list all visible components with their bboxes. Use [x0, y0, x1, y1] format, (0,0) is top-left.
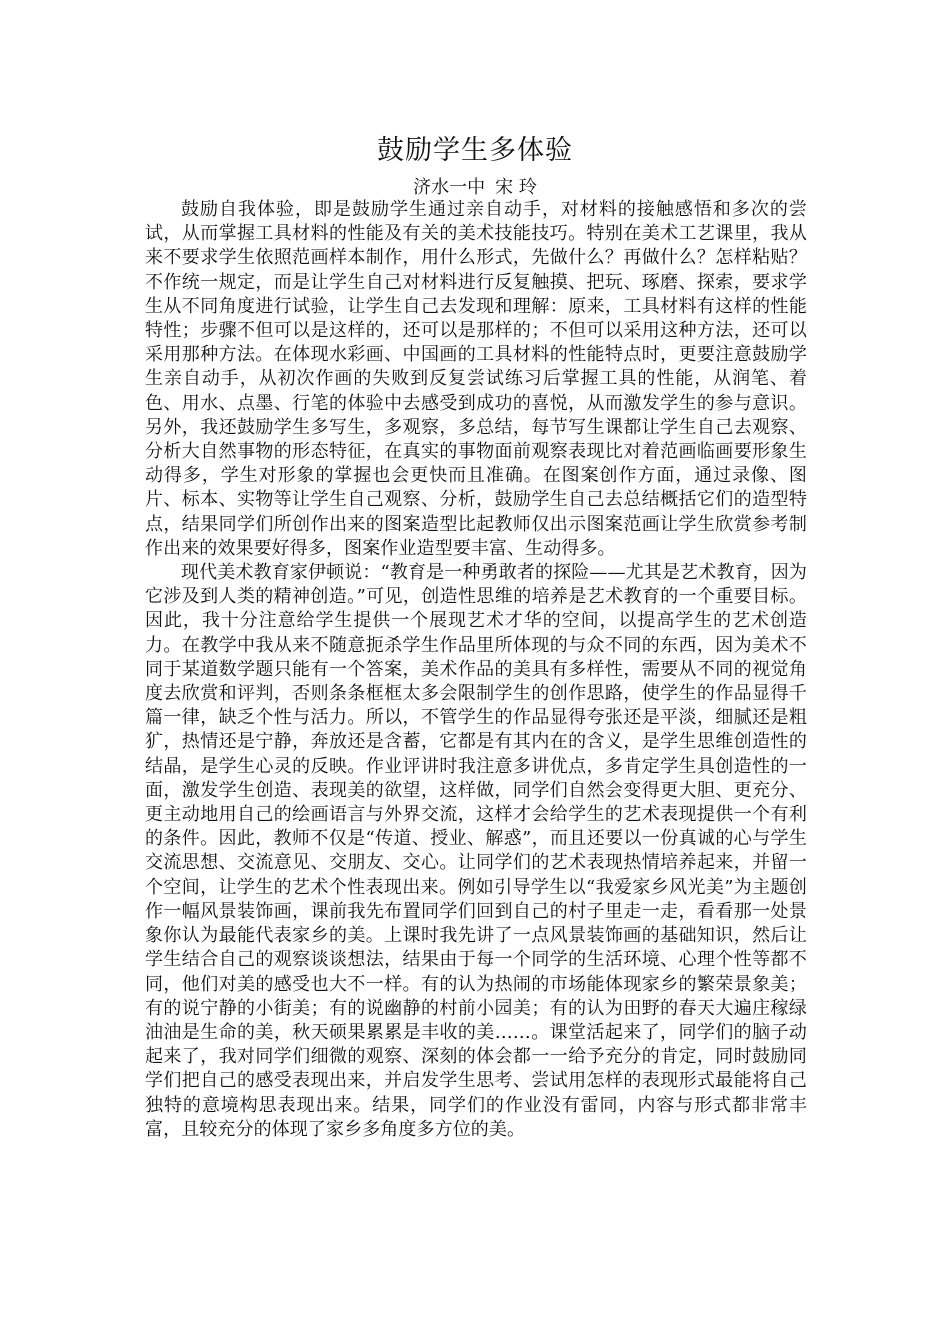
- author-line: [145, 176, 805, 200]
- document-title: 鼓励学生多体验: [377, 135, 573, 166]
- author-school: 济水一中: [413, 177, 486, 198]
- author-name: 宋 玲: [495, 177, 537, 198]
- paragraph-2: 现代美术教育家伊顿说：“教育是一种勇敢者的探险——尤其是艺术教育，因为它涉及到人类的精神创造。”可见，创造性思维的培养是艺术教育的一个重要目标。因此，我十分注意给学生提供一个展现艺术才华的空间，以提高学生的艺术创造力。在教学中我从来不随意扼杀学生作品里所体现的与众不同的东西，因为美术不同于某道数学题只能有一个答案，美术作品的美具有多样性，需要从不同的视觉角度去欣赏和评判，否则条条框框太多会限制学生的创作思路，使学生的作品显得千篇一律，缺乏个性与活力。所以，不管学生的作品显得夸张还是平淡，细腻还是粗犷，热情还是宁静，奔放还是含蓄，它都是有其内在的含义，是学生思维创造性的结晶，是学生心灵的反映。作业评讲时我注意多讲优点，多肯定学生具创造性的一面，激发学生创造、表现美的欲望，这样做，同学们自然会变得更大胆、更充分、更主动地用自己的绘画语言与外界交流，这样才会给学生的艺术表现提供一个有利的条件。因此，教师不仅是“传道、授业、解惑”，而且还要以一份真诚的心与学生交流思想、交流意见、交朋友、交心。让同学们的艺术表现热情培养起来，并留一个空间，让学生的艺术个性表现出来。例如引导学生以“我爱家乡风光美”为主题创作一幅风景装饰画，课前我先布置同学们回到自己的村子里走一走，看看那一处景象你认为最能代表家乡的美。上课时我先讲了一点风景装饰画的基础知识，然后让学生结合自己的观察谈谈想法，结果由于每一个同学的生活环境、心理个性等都不同，他们对美的感受也大不一样。有的认为热闹的市场能体现家乡的繁荣景象美；有的说宁静的小街美；有的说幽静的村前小园美；有的认为田野的春天大遍庄稼绿油油是生命的美，秋天硕果累累是丰收的美……。课堂活起来了，同学们的脑子动起来了，我对同学们细微的观察、深刻的体会都一一给予充分的肯定，同时鼓励同学们把自己的感受表现出来，并启发学生思考、尝试用怎样的表现形式最能将自己独特的意境构思表现出来。结果，同学们的作业没有雷同，内容与形式都非常丰富，且较充分的体现了家乡多角度多方位的美。: [145, 562, 807, 1140]
- paragraph-1: 鼓励自我体验，即是鼓励学生通过亲自动手，对材料的接触感悟和多次的尝试，从而掌握工具材料的性能及有关的美术技能技巧。特别在美术工艺课里，我从来不要求学生依照范画样本制作，用什么形式，先做什么？再做什么？怎样粘贴？不作统一规定，而是让学生自己对材料进行反复触摸、把玩、琢磨、探索，要求学生从不同角度进行试验，让学生自己去发现和理解：原来，工具材料有这样的性能特性；步骤不但可以是这样的，还可以是那样的；不但可以采用这种方法，还可以采用那种方法。在体现水彩画、中国画的工具材料的性能特点时，更要注意鼓励学生亲自动手，从初次作画的失败到反复尝试练习后掌握工具的性能，从润笔、着色、用水、点墨、行笔的体验中去感受到成功的喜悦，从而激发学生的参与意识。另外，我还鼓励学生多写生，多观察，多总结，每节写生课都让学生自己去观察、分析大自然事物的形态特征，在真实的事物面前观察表现比对着范画临画要形象生动得多，学生对形象的掌握也会更快而且准确。在图案创作方面，通过录像、图片、标本、实物等让学生自己观察、分析，鼓励学生自己去总结概括它们的造型特点，结果同学们所创作出来的图案造型比起教师仅出示图案范画让学生欣赏参考制作出来的效果要好得多，图案作业造型要丰富、生动得多。: [145, 199, 807, 559]
- article-body: [145, 198, 807, 1142]
